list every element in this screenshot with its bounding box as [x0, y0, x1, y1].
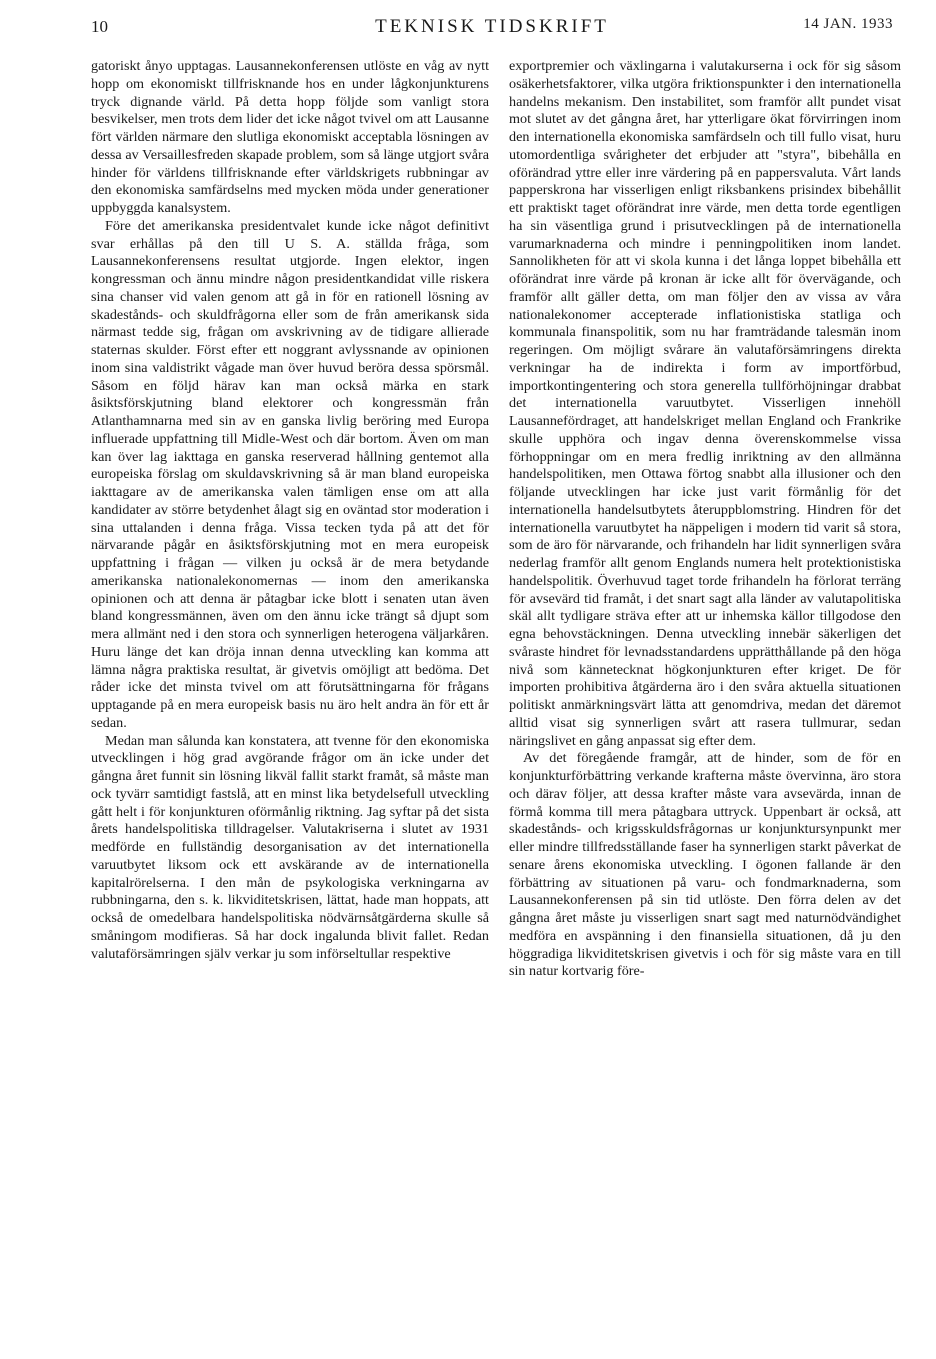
paragraph: Av det föregående framgår, att de hinder, som de för en konjunkturförbättring verkande krafterna måste övervinna, äro stora och därav följer, att dessa krafter måste vara avsevärda, innan de förmå komma till mera påtagbara uttryck. Uppenbart är också, att skadestånds- och krigsskuldsfrågornas ur konjunktursynpunkt mer eller mindre tillfredsställande faser ha synnerligen starkt påverkat de senare årens ekonomiska utveckling. I ögonen fallande är den förbättring av situationen på varu- och fondmarknaderna, som Lausannekonferensen på sin tid utlöste. Den förra delen av det gångna året måste ju visserligen snart sagt med naturnödvändighet medföra en avspänning i den finansiella situationen, då ju den höggradiga likviditetskrisen givetvis i och för sig måste vara en till sin natur kortvarig före- [509, 750, 901, 980]
page-header [91, 13, 893, 43]
paragraph: exportpremier och växlingarna i valutakurserna i ock för sig såsom osäkerhetsfaktorer, vilka utgöra friktionspunkter i den internationella handelns mekanism. Den instabilitet, som framför allt pundet visat mot slutet av det gångna året, har ytterligare ökat förvirringen inom den internationella ekonomiska samfärdseln och till fullo visat, huru utomordentliga svårigheter det erbjuder att "styra", bibehålla en oförändrad yttre eller inre värdering på en pappersvaluta. Vårt lands papperskrona har visserligen enligt riksbankens prisindex bibehållit ett praktiskt taget oförändrat inre värde, men detta torde egentligen ha sin väsentliga grund i prisutvecklingen på de internationella varumarknaderna och mindre i penningpolitiken inom landet. Sannolikheten för att vi skola kunna i det långa loppet bibehålla ett oförändrat inre värde på kronan är icke allt för övervägande, och framför allt gäller detta, om man följer den av vissa av våra nationalekonomer accepterade inflationistiska statliga och kommunala finanspolitik, som nu har framträdande talesmän inom regeringen. Om möjligt svårare än valutaförsämringens direkta verkningar ha de indirekta i form av importförbud, importkontingentering och stora generella tullförhöjningar drabbat det internationella varuutbytet. Visserligen innehöll Lausannefördraget, att handelskriget mellan England och Frankrike skulle upphöra och ingav denna överenskommelse vissa förhoppningar om en mera fredlig inriktning av den allmänna handelspolitiken, men Ottawa förtog snabbt alla illusioner och den följande utvecklingen har icke just varit förmånlig för det internationella handelsutbytets återuppblomstring. Hindren för det internationella varuutbytet ha näppeligen i modern tid varit så stora, som de äro för närvarande, och frihandeln har lidit synnerligen svåra nederlag framför allt genom Englands numera helt protektionistiska handelspolitik. Överhuvud taget torde frihandeln ha förlorat terräng för avsevärd tid framåt, i det snart sagt alla länder av valutapolitiska skäl allt tydligare sträva efter att ur inhemska källor tillgodose den egna behovstäckningen. Denna utveckling innebär säkerligen det svåraste hindret för levnadsstandardens upprätthållande på den höga nivå som kännetecknat högkonjunkturen efter kriget. De för importen prohibitiva åtgärderna äro i den svåra aktuella situationen politiskt anmärkningsvärt lätta att genomdriva, medan det däremot alltid visat sig synnerligen svårt att rasera tullmurar, sedan näringslivet en gång anpassat sig efter dem. [509, 58, 901, 749]
page-number: 10 [91, 17, 108, 36]
paragraph: Medan man sålunda kan konstatera, att tvenne för den ekonomiska utvecklingen i hög grad avgörande frågor om än icke under det gångna året funnit sin lösning likväl fallit starkt framåt, så måste man ock tyvärr samtidigt fastslå, att en minst lika betydelsefull utveckling gått helt i för konjunkturen oförmånlig riktning. Jag syftar på det sista årets handelspolitiska tilldragelser. Valutakriserna i slutet av 1931 medförde en fullständig desorganisation av det internationella varuutbytet liksom ock ett avskärande av de internationella kapitalrörelserna. I den mån de psykologiska verkningarna av rubbningarna, den s. k. likviditetskrisen, lättat, hade man hoppats, att också de omedelbara handelspolitiska nödvärnsåtgärderna skulle så småningom modifieras. Så har dock ingalunda blivit fallet. Redan valutaförsämringen själv verkar ju som införseltullar respektive [91, 732, 489, 962]
paragraph: Före det amerikanska presidentvalet kunde icke något definitivt svar erhållas på den till U S. A. ställda fråga, som Lausannekonferensens resultat utgjorde. Ingen elektor, ingen kongressman och ännu mindre någon presidentkandidat ville riskera sina chanser vid valen genom att gå in för en rationell lösning av skadestånds- och skuldfrågorna eller som de från amerikansk sida närmast tedde sig, frågan om avskrivning av de tidigare allierade staternas skulder. Först efter ett noggrant avlyssnande av opinionen inom sina valdistrikt vågade man över huvud beröra dessa spörsmål. Såsom en följd härav kan man också märka en stark åsiktsförskjutning bland elektorer och kongressmän från Atlanthamnarna med sin av en ganska livlig beröring med Europa influerade uppfattning till Midle-West och där bortom. Även om man kan över lag iakttaga en ganska reserverad hållning gentemot alla europeiska förslag om skuldavskrivning så är man bland europeiska iakttagare av de amerikanska valen tämligen ense om att alla kandidater av större betydenhet ålagt sig en oväntad stor moderation i sina uttalanden i denna fråga. Vissa tecken tyda på att det för närvarande pågår en åsiktsförskjutning mot en mera europeisk uppfattning i frågan — vilken ju också är de mera betydande amerikanska nationalekonomernas — inom den amerikanska opinionen och att denna är påtagbar icke blott i senaten utan även bland kongressmännen, även om den ännu icke trängt så djupt som mera allmänt ned i den stora och synnerligen heterogena väljarkåren. Huru länge det kan dröja innan denna utveckling kan komma att lämna några praktiska resultat, är givetvis omöjligt att bedöma. Det råder icke det minsta tvivel om att förutsättningarna för frågans upptagande på en mera europeisk basis nu äro helt andra än för ett år sedan. [91, 217, 489, 731]
left-column [91, 58, 489, 963]
journal-title: TEKNISK TIDSKRIFT [375, 16, 609, 37]
paragraph: gatoriskt ånyo upptagas. Lausannekonferensen utlöste en våg av nytt hopp om ekonomiskt tillfrisknande hos en under lågkonjunkturens tryck dignande värld. På detta hopp följde som vanligt stora besvikelser, men trots dem lider det icke något tvivel om att Lausanne fört världen närmare den slutliga ekonomiskt acceptabla lösningen av dessa av Versaillesfreden skapade problem, som så länge utgjort svåra hinder för världens tillfrisknande efter världskrigets rubbningar av den ekonomiska samfärdselns med mycken möda under generationer uppbyggda kanalsystem. [91, 58, 489, 216]
issue-date: 14 JAN. 1933 [803, 16, 893, 32]
right-column [509, 58, 901, 981]
